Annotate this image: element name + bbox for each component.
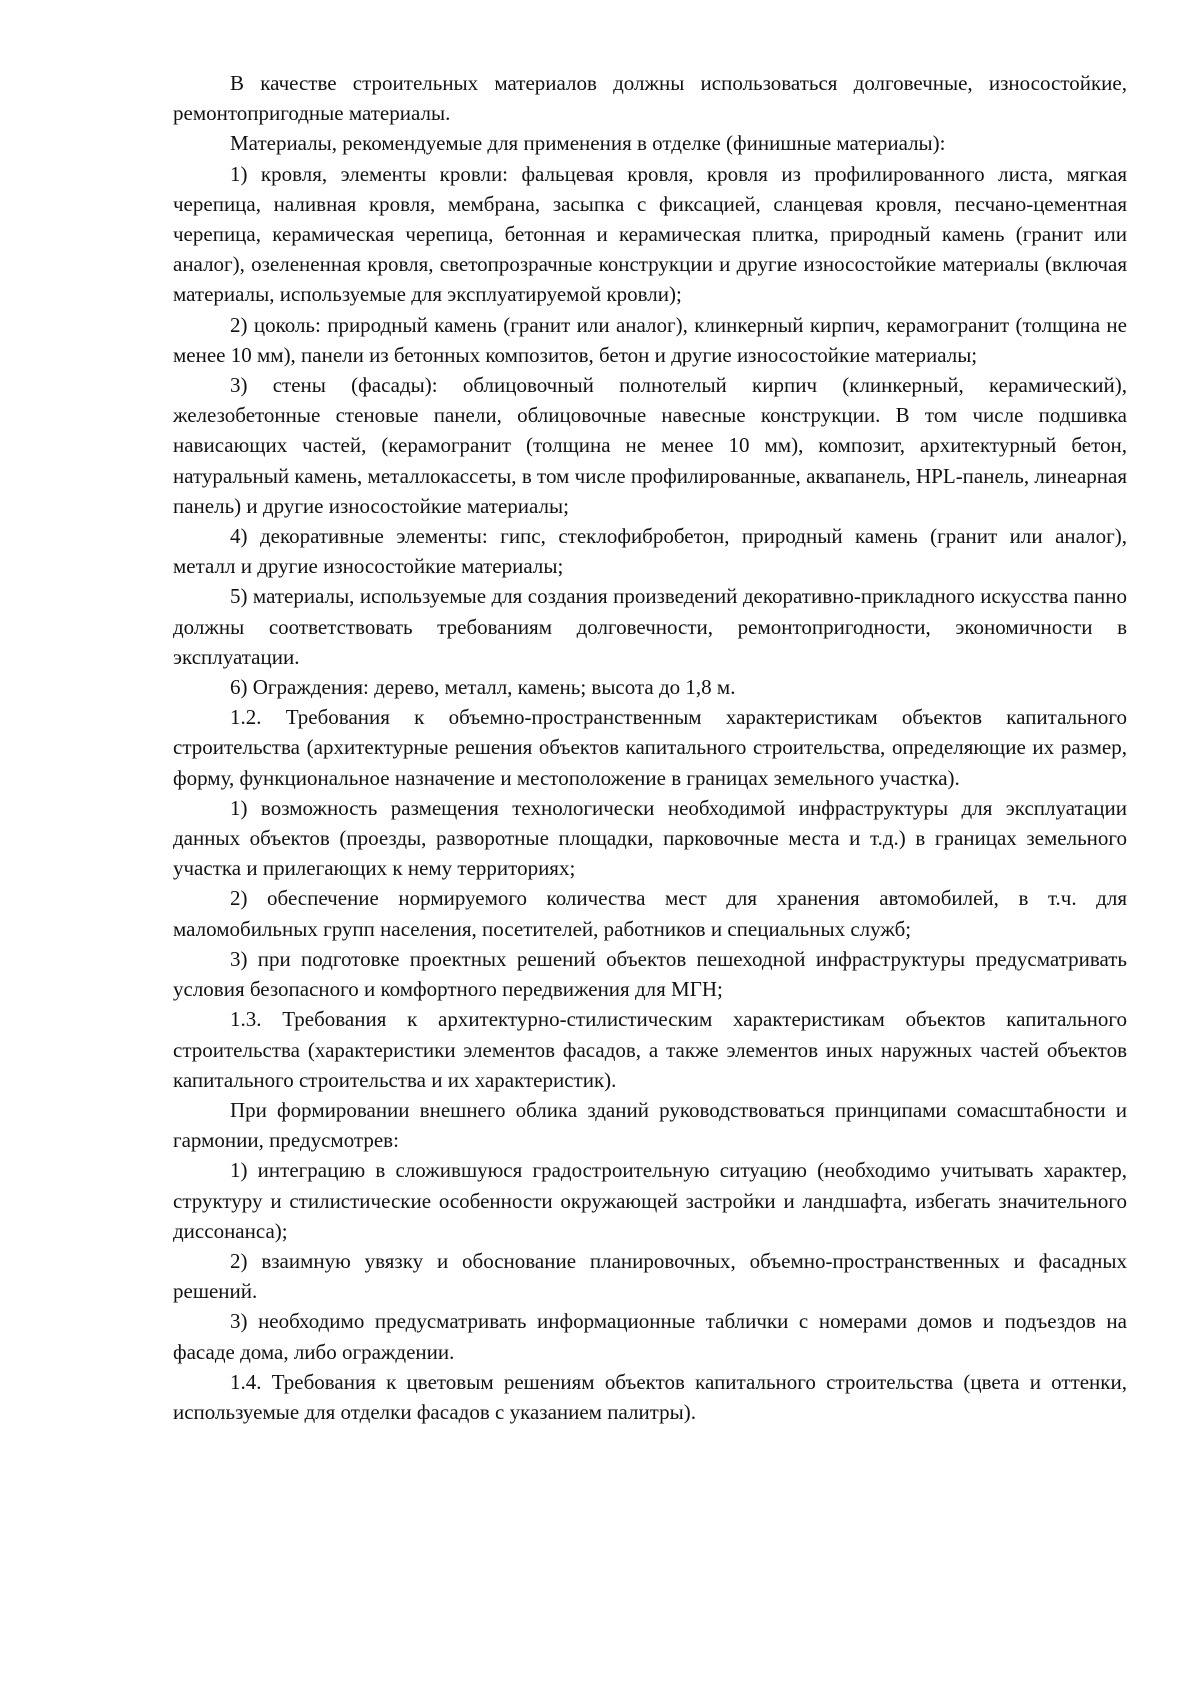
paragraph-parking: 2) обеспечение нормируемого количества мест для хранения автомобилей, в т.ч. для маломобильных групп населения, посетителей, работников и специальных служб; xyxy=(173,886,1127,941)
paragraph-fences: 6) Ограждения: дерево, металл, камень; высота до 1,8 м. xyxy=(230,675,736,700)
paragraph-signs: 3) необходимо предусматривать информационные таблички с номерами домов и подъездов на фасаде дома, либо ограждении. xyxy=(173,1309,1127,1364)
paragraph-coordination: 2) взаимную увязку и обоснование планировочных, объемно-пространственных и фасадных решений. xyxy=(173,1248,1127,1304)
paragraph-integration: 1) интеграцию в сложившуюся градостроительную ситуацию (необходимо учитывать характер, структуру и стилистические особенности окружающей застройки и ландшафта, избегать значительного диссонанса); xyxy=(173,1158,1127,1243)
paragraph-decor: 4) декоративные элементы: гипс, стеклофибробетон, природный камень (гранит или аналог), металл и другие износостойкие материалы; xyxy=(173,524,1127,579)
paragraph-pedestrian: 3) при подготовке проектных решений объектов пешеходной инфраструктуры предусматривать условия безопасного и комфортного передвижения для МГН; xyxy=(173,946,1127,1002)
document-page xyxy=(173,68,1127,1427)
paragraph-section-1-3: 1.3. Требования к архитектурно-стилистическим характеристикам объектов капитального строительства (характеристики элементов фасадов, а также элементов иных наружных частей объектов капитального строительства и их характеристик). xyxy=(173,1007,1127,1092)
paragraph-roof: 1) кровля, элементы кровли: фальцевая кровля, кровля из профилированного листа, мягкая черепица, наливная кровля, мембрана, засыпка с фиксацией, сланцевая кровля, песчано-цементная черепица, керамическая черепица, бетонная и керамическая плитка, природный камень (гранит или аналог), озелененная кровля, светопрозрачные конструкции и другие износостойкие материалы (включая материалы, используемые для эксплуатируемой кровли); xyxy=(173,161,1127,307)
paragraph-facade-principles: При формировании внешнего облика зданий руководствоваться принципами сомасштабности и гармонии, предусмотрев: xyxy=(173,1097,1127,1153)
paragraph-intro: В качестве строительных материалов должны использоваться долговечные, износостойкие, ремонтопригодные материалы. xyxy=(173,71,1127,126)
paragraph-finish-materials: Материалы, рекомендуемые для применения в отделке (финишные материалы): xyxy=(230,131,946,156)
paragraph-walls: 3) стены (фасады): облицовочный полнотелый кирпич (клинкерный, керамический), железобетонные стеновые панели, облицовочные навесные конструкции. В том числе подшивка нависающих частей, (керамогранит (толщина не менее 10 мм), композит, архитектурный бетон, натуральный камень, металлокассеты, в том числе профилированные, аквапанель, HPL-панель, линеарная панель) и другие износостойкие материалы; xyxy=(173,373,1127,518)
paragraph-plinth: 2) цоколь: природный камень (гранит или аналог), клинкерный кирпич, керамогранит (толщина не менее 10 мм), панели из бетонных композитов, бетон и другие износостойкие материалы; xyxy=(173,312,1127,367)
paragraph-section-1-4: 1.4. Требования к цветовым решениям объектов капитального строительства (цвета и оттенки, используемые для отделки фасадов с указанием палитры). xyxy=(173,1369,1127,1424)
paragraph-section-1-2: 1.2. Требования к объемно-пространственным характеристикам объектов капитального строительства (архитектурные решения объектов капитального строительства, определяющие их размер, форму, функциональное назначение и местоположение в границах земельного участка). xyxy=(173,705,1127,790)
paragraph-art-materials: 5) материалы, используемые для создания произведений декоративно-прикладного искусства панно должны соответствовать требованиям долговечности, ремонтопригодности, экономичности в эксплуатации. xyxy=(173,584,1127,669)
paragraph-infrastructure: 1) возможность размещения технологически необходимой инфраструктуры для эксплуатации данных объектов (проезды, разворотные площадки, парковочные места и т.д.) в границах земельного участка и прилегающих к нему территориях; xyxy=(173,795,1127,881)
